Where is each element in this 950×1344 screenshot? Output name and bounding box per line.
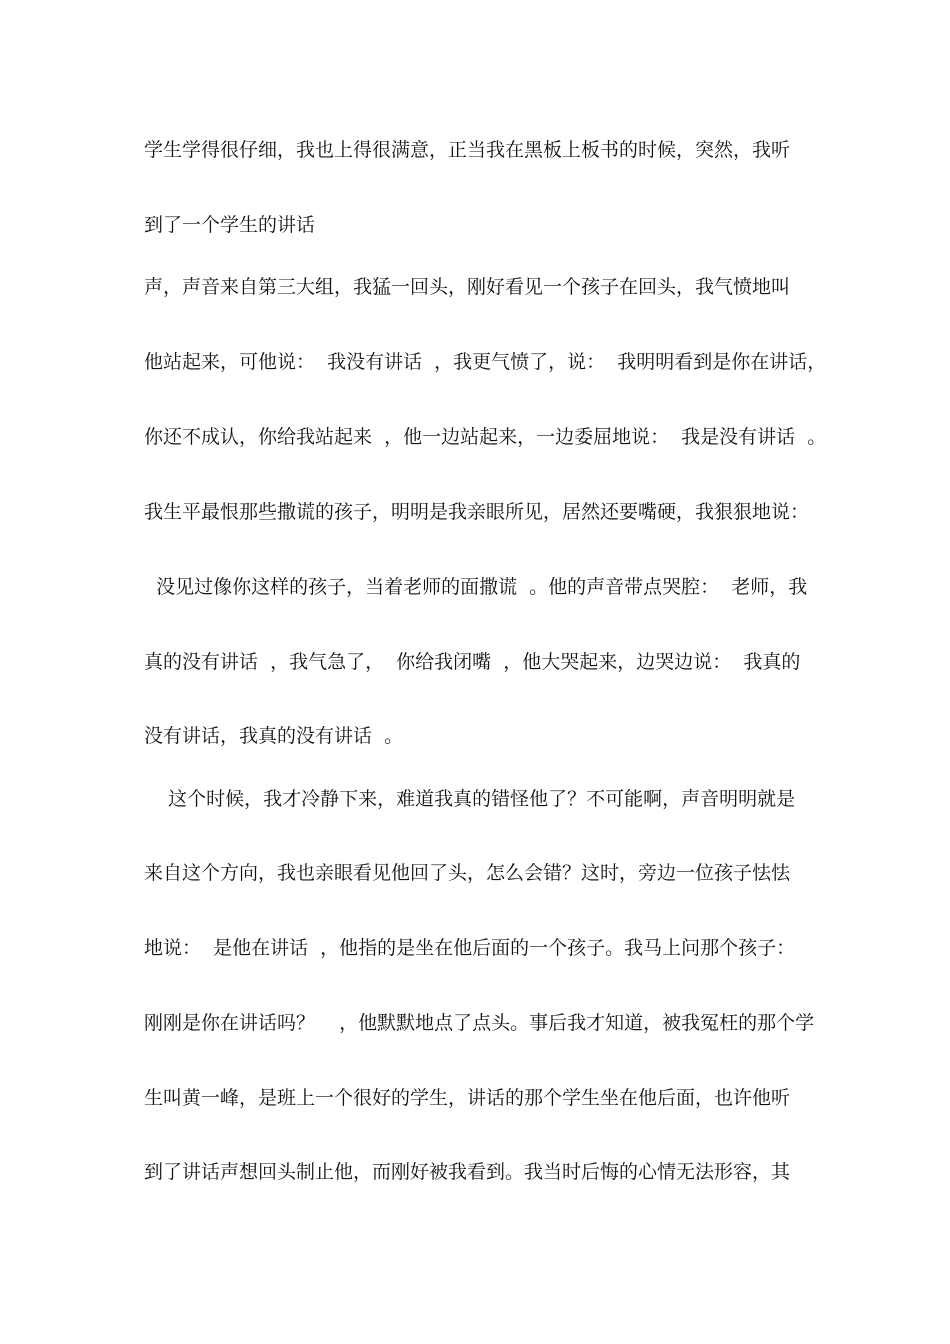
text-line: 学生学得很仔细，我也上得很满意，正当我在黑板上板书的时候，突然，我听 (144, 139, 791, 161)
text-line: 到了讲话声想回头制止他，而刚好被我看到。我当时后悔的心情无法形容，其 (144, 1161, 791, 1183)
text-line: 刚刚是你在讲话吗？ ，他默默地点了点头。事后我才知道，被我冤枉的那个学 (144, 1012, 815, 1034)
text-line: 真的没有讲话 ，我气急了， 你给我闭嘴 ，他大哭起来，边哭边说： 我真的 (144, 651, 801, 673)
text-line: 没有讲话，我真的没有讲话 。 (144, 725, 404, 747)
text-line: 我生平最恨那些撒谎的孩子，明明是我亲眼所见，居然还要嘴硬，我狠狠地说： (144, 501, 810, 523)
text-line: 地说： 是他在讲话 ，他指的是坐在他后面的一个孩子。我马上问那个孩子： (144, 937, 796, 959)
text-line: 来自这个方向，我也亲眼看见他回了头，怎么会错？这时，旁边一位孩子怯怯 (144, 862, 791, 884)
text-line: 生叫黄一峰，是班上一个很好的学生，讲话的那个学生坐在他后面，也许他听 (144, 1087, 791, 1109)
text-line: 你还不成认，你给我站起来 ，他一边站起来，一边委屈地说： 我是没有讲话 。 (144, 426, 827, 448)
text-line: 声，声音来自第三大组，我猛一回头，刚好看见一个孩子在回头，我气愤地叫 (144, 276, 791, 298)
text-line: 这个时候，我才冷静下来，难道我真的错怪他了？不可能啊，声音明明就是 (144, 788, 796, 810)
text-line: 他站起来，可他说： 我没有讲话 ，我更气愤了，说： 我明明看到是你在讲话， (144, 351, 827, 373)
text-line: 到了一个学生的讲话 (144, 214, 316, 236)
text-line: 没见过像你这样的孩子，当着老师的面撒谎 。他的声音带点哭腔： 老师，我 (144, 576, 808, 598)
